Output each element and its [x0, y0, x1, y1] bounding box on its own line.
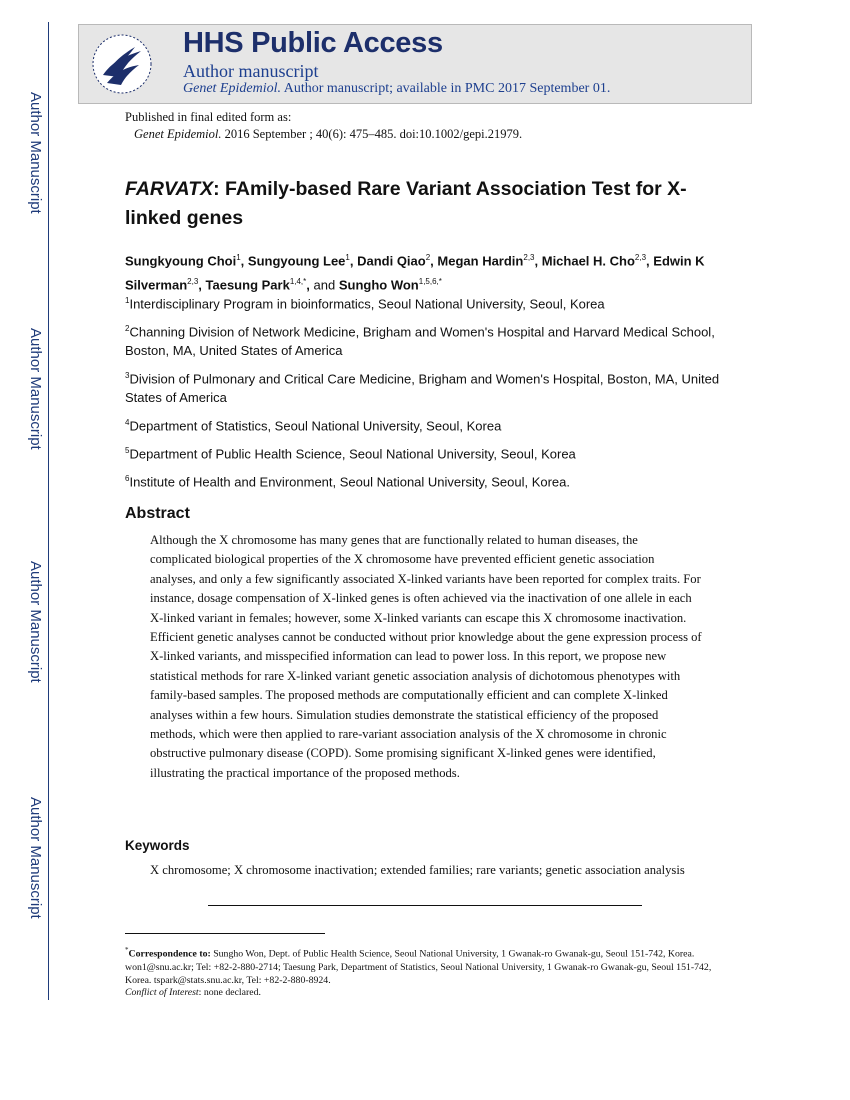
keywords-heading: Keywords — [125, 838, 190, 853]
article-title: FARVATX: FAmily-based Rare Variant Association Test for X-linked genes — [125, 178, 687, 229]
affiliation: $^6$Institute of Health and Environment, Seoul National University, Seoul, Korea. — [125, 474, 571, 490]
conflict-of-interest: Conflict of Interest: none declared. — [125, 987, 261, 998]
author-name: Edwin K Silverman — [125, 253, 705, 293]
keywords-text: X chromosome; X chromosome inactivation; extended families; rare variants; genetic association analysis — [150, 863, 685, 877]
footnote-rule — [125, 933, 325, 934]
author-name: Michael H. Cho — [541, 253, 635, 269]
affiliation: $^5$Department of Public Health Science, Seoul National University, Seoul, Korea — [125, 446, 576, 462]
section-rule — [208, 905, 642, 906]
affiliation: $^3$Division of Pulmonary and Critical Care Medicine, Brigham and Women's Hospital, Boston, MA, United States of America — [125, 371, 720, 406]
author-name: Dandi Qiao — [357, 253, 426, 269]
hhs-eagle-logo-icon — [89, 31, 155, 97]
author-name: Sungkyoung Choi — [125, 253, 237, 269]
header-title: HHS Public Access — [183, 27, 443, 59]
author-name: Sungho Won — [338, 277, 419, 293]
abstract-heading: Abstract — [125, 505, 190, 522]
author-list: Sungkyoung Choi$^1$, Sungyoung Lee$^1$, Dandi Qiao$^2$, Megan Hardin$^{2,3}$, Michael H. Cho$^{2,3}$, Edwin K Silverman$^{2,3}$, Taesung Park$^{1,4,*}$, and Sungho Won$^{1,5,6,*}$ — [125, 253, 705, 293]
author-name: Taesung Park — [205, 277, 290, 293]
sidebar-divider — [48, 22, 49, 1000]
header-subtitle: Author manuscript — [183, 61, 319, 81]
correspondence-footnote: *Correspondence to: Sungho Won, Dept. of Public Health Science, Seoul National University, 1 Gwanak-ro Gwanak-gu, Seoul 151-742, Korea. won1@snu.ac.kr; Tel: +82-2-880-2714; Taesung Park, Department of Statistics, Seoul National University, 1 Gwanak-ro Gwanak-gu, Seoul 151-742, Korea. tspark@stats.snu.ac.kr, Tel: +82-2-880-8924. — [125, 946, 712, 987]
abstract-text: Although the X chromosome has many genes that are functionally related to human diseases, the complicated biological properties of the X chromosome have prevented efficient genetic association analyses, and only a few significantly associated X-linked variants have been reported for complex traits. For instance, dosage compensation of X-linked genes is often achieved via the inactivation of one allele in each X-linked variant in females; however, some X-linked variants can escape this X chromosome inactivation. Efficient genetic analyses cannot be conducted without prior knowledge about the gene expression process of X-linked variants, and misspecified information can lead to power loss. In this report, we propose new statistical methods for rare X-linked variant genetic association analysis of dichotomous phenotypes with family-based samples. The proposed methods are computationally efficient and can complete X-linked analyses within a few hours. Simulation studies demonstrate the statistical efficiency of the proposed methods, which were then applied to rare-variant association analysis of the X chromosome in chronic obstructive pulmonary disease (COPD). Some promising significant X-linked genes were identified, illustrating the practical importance of the proposed methods. — [150, 533, 702, 780]
affiliation: $^1$Interdisciplinary Program in bioinformatics, Seoul National University, Seoul, Korea — [125, 296, 605, 312]
author-name: Megan Hardin — [437, 253, 524, 269]
hhs-header — [78, 24, 752, 104]
affiliation: $^4$Department of Statistics, Seoul National University, Seoul, Korea — [125, 418, 502, 434]
published-label: Published in final edited form as: — [125, 110, 292, 124]
author-name: Sungyoung Lee — [247, 253, 346, 269]
published-citation: Genet Epidemiol. 2016 September ; 40(6): 475–485. doi:10.1002/gepi.21979. — [134, 127, 523, 141]
affiliation: $^2$Channing Division of Network Medicine, Brigham and Women's Hospital and Harvard Medical School, Boston, MA, United States of America — [125, 324, 715, 359]
header-citation: Genet Epidemiol. Author manuscript; available in PMC 2017 September 01. — [183, 81, 611, 96]
